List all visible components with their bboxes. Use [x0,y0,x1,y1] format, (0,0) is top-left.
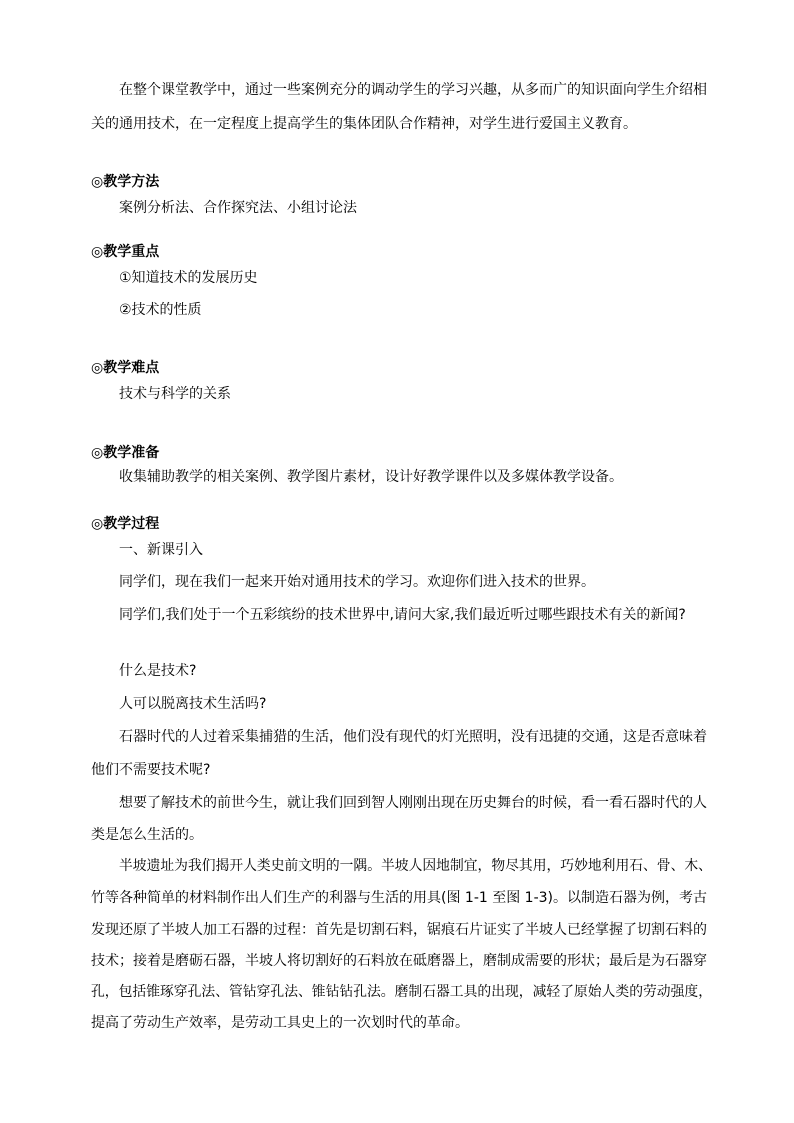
intro-line-1: 在整个课堂教学中，通过一些案例充分的调动学生的学习兴趣，从多而广的知识面向学生介绍相 [119,82,707,98]
paragraph-4-line-1: 想要了解技术的前世今生，就让我们回到智人刚刚出现在历史舞台的时候，看一看石器时代的人 [119,795,707,811]
key-points-heading: ◎教学重点 [91,244,160,260]
process-heading: ◎教学过程 [91,516,160,532]
paragraph-3-line-2: 他们不需要技术呢? [91,762,211,778]
preparation-text: 收集辅助教学的相关案例、教学图片素材，设计好教学课件以及多媒体教学设备。 [119,469,623,485]
key-point-item: ①知道技术的发展历史 [119,270,258,286]
question-1: 什么是技术? [119,663,197,679]
paragraph-3-line-1: 石器时代的人过着采集捕猎的生活，他们没有现代的灯光照明，没有迅捷的交通，这是否意味着 [119,729,707,745]
paragraph-5-line: 竹等各种简单的材料制作出人们生产的利器与生活的用具(图 1-1 至图 1-3)。以制造石器为例，考古 [91,890,708,906]
paragraph-4-line-2: 类是怎么生活的。 [91,827,203,843]
paragraph-5-line: 半坡遗址为我们揭开人类史前文明的一隅。半坡人因地制宜，物尽其用，巧妙地利用石、骨、木、 [119,858,712,874]
intro-line-2: 关的通用技术，在一定程度上提高学生的集体团队合作精神，对学生进行爱国主义教育。 [91,116,637,132]
preparation-heading: ◎教学准备 [91,445,160,461]
difficulty-text: 技术与科学的关系 [119,386,231,402]
process-subheading: 一、新课引入 [119,542,203,558]
methods-text: 案例分析法、合作探究法、小组讨论法 [119,200,357,216]
process-paragraph-1: 同学们，现在我们一起来开始对通用技术的学习。欢迎你们进入技术的世界。 [119,574,595,590]
methods-heading: ◎教学方法 [91,174,160,190]
question-2: 人可以脱离技术生活吗? [119,696,267,712]
process-paragraph-2: 同学们,我们处于一个五彩缤纷的技术世界中,请问大家,我们最近听过哪些跟技术有关的新闻? [119,607,686,623]
key-point-item: ②技术的性质 [119,302,202,318]
paragraph-5-line: 提高了劳动生产效率，是劳动工具史上的一次划时代的革命。 [91,1015,469,1031]
paragraph-5-line: 孔，包括锥琢穿孔法、管钻穿孔法、锥钻钻孔法。磨制石器工具的出现，减轻了原始人类的劳动强度， [91,984,712,1000]
difficulty-heading: ◎教学难点 [91,360,160,376]
paragraph-5-line: 技术；接着是磨砺石器，半坡人将切割好的石料放在砥磨器上，磨制成需要的形状；最后是为石器穿 [91,953,707,969]
paragraph-5-line: 发现还原了半坡人加工石器的过程：首先是切割石料，锯痕石片证实了半坡人已经掌握了切割石料的 [91,922,707,938]
